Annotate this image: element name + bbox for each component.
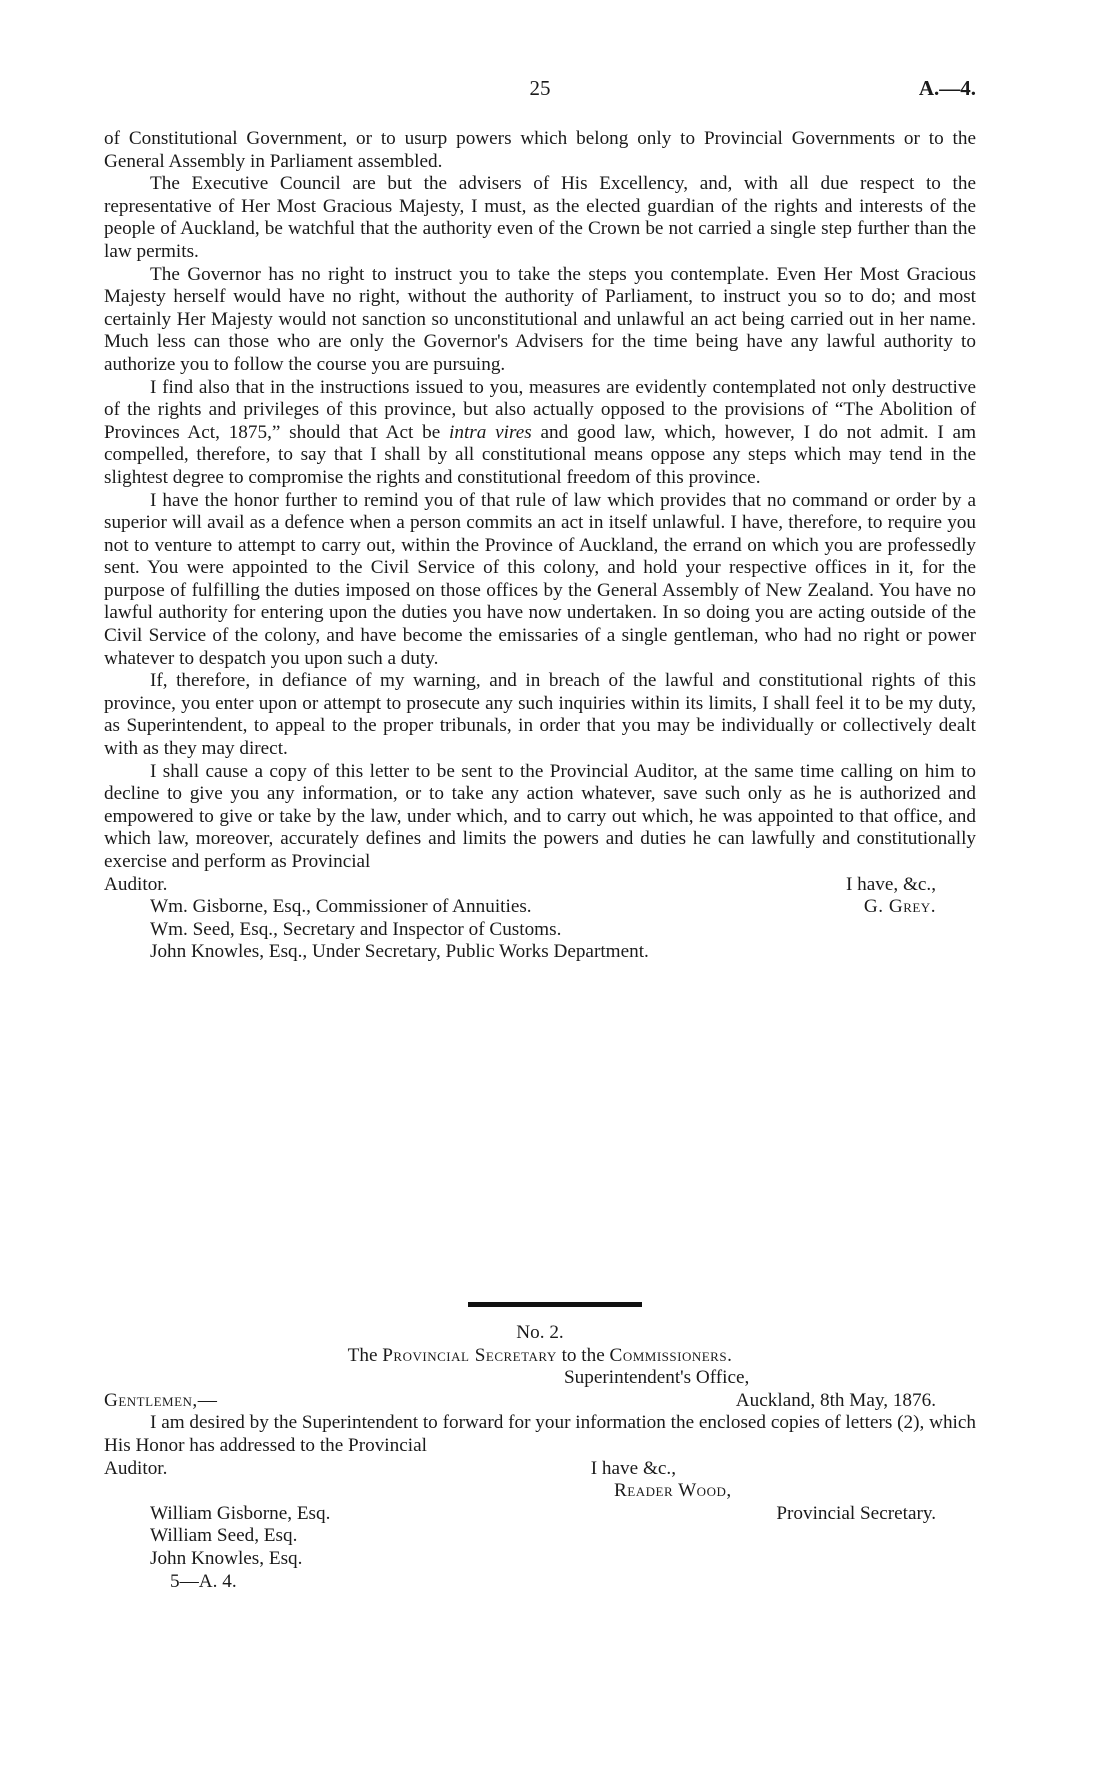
paragraph-4-text-a: I find also that in the instructions issued to you, measures are evidently contemplated not only destructive of the rights and privileges of this province, but also actually opposed to the provisions of “The Abolition of Provinces Act, 1875,” should that Act be xyxy=(104,376,976,443)
paragraph-2: The Executive Council are but the advisers of His Excellency, and, with all due respect to the representative of Her Most Gracious Majesty, I must, as the elected guardian of the rights and interests of the people of Auckland, be watchful that the authority even of the Crown be not carried a single step further than the law permits. xyxy=(104,173,976,262)
page-footer-ref: 5—A. 4. xyxy=(170,1570,237,1592)
title-from: Provincial Secretary xyxy=(382,1344,557,1366)
letter-1-closing-row xyxy=(104,874,976,897)
paragraph-5: I have the honor further to remind you of that rule of law which provides that no command or order by a superior will avail as a defence when a person commits an act in itself unlawful. I have, therefore, to require you not to venture to attempt to carry out, within the Province of Auckland, the errand on which you are professedly sent. You were appointed to the Civil Service of this colony, and hold your respective offices in it, for the purpose of fulfilling the duties imposed on those offices by the General Assembly of New Zealand. You have no lawful authority for entering upon the duties you have now undertaken. In so doing you are acting outside of the Civil Service of the colony, and have become the emissaries of a single gentleman, who had no right or power whatever to despatch you upon such a duty. xyxy=(104,489,976,669)
auditor-word: Auditor. xyxy=(104,873,168,895)
title-to: Commissioners. xyxy=(609,1344,733,1366)
page-header xyxy=(104,76,976,106)
addressee: Wm. Seed, Esq., Secretary and Inspector of Customs. xyxy=(150,918,562,940)
addressee: John Knowles, Esq., Under Secretary, Public Works Department. xyxy=(150,941,649,963)
letter-2-recipients xyxy=(150,1503,976,1593)
letter-1-signature: G. Grey. xyxy=(863,896,936,918)
letter-2-closing: I have &c., xyxy=(590,1457,676,1479)
letter-2 xyxy=(104,1322,976,1593)
letter-2-office: Superintendent's Office, xyxy=(564,1367,750,1389)
letter-2-signer-title: Provincial Secretary. xyxy=(776,1502,936,1524)
addressee: Wm. Gisborne, Esq., Commissioner of Annuities. xyxy=(150,896,532,918)
letter-2-signer: Reader Wood, xyxy=(614,1480,732,1502)
document-reference: A.—4. xyxy=(918,76,976,100)
title-the: The xyxy=(347,1344,378,1366)
paragraph-6: If, therefore, in defiance of my warning, and in breach of the lawful and constitutional rights of this province, you enter upon or attempt to prosecute any such inquiries within its limits, I shall feel it to be my duty, as Superintendent, to appeal to the proper tribunals, in order that you may be individually or collectively dealt with as they may direct. xyxy=(104,670,976,760)
letter-2-date: Auckland, 8th May, 1876. xyxy=(735,1389,936,1411)
paragraph-4 xyxy=(104,377,976,490)
letter-2-greeting: Gentlemen,— xyxy=(104,1389,218,1411)
letter-2-auditor-word: Auditor. xyxy=(104,1457,168,1479)
paragraph-1: of Constitutional Government, or to usurp powers which belong only to Provincial Governments or to the General Assembly in Parliament assembled. xyxy=(104,128,976,172)
paragraph-7: I shall cause a copy of this letter to be sent to the Provincial Auditor, at the same time calling on him to decline to give you any information, or to take any action whatever, save such only as he is authorized and empowered to give or take by the law, under which, and to carry out which, he was appointed to that office, and which law, moreover, accurately defines and limits the powers and duties he can lawfully and constitutionally exercise and perform as Provincial xyxy=(104,760,976,872)
letter-2-body: I am desired by the Superintendent to forward for your information the enclosed copies of letters (2), which His Honor has addressed to the Provincial xyxy=(104,1412,976,1456)
letter-1-body xyxy=(104,128,976,964)
letter-1-closing: I have, &c., xyxy=(845,873,936,895)
recipient: John Knowles, Esq. xyxy=(150,1547,303,1569)
letter-2-number: No. 2. xyxy=(516,1322,564,1343)
recipient-row xyxy=(150,1503,976,1526)
paragraph-4-italic: intra vires xyxy=(449,421,532,443)
letter-2-greeting-row xyxy=(104,1390,976,1413)
title-to-word: to the xyxy=(561,1344,605,1366)
section-divider xyxy=(468,1302,642,1307)
recipient: William Seed, Esq. xyxy=(150,1525,298,1547)
paragraph-4-text-b: and good law, which, however, I do not admit. I am compelled, therefore, to say that I shall by all constitutional means oppose any steps which may tend in the slightest degree to compromise the rights and constitutional freedom of this province. xyxy=(104,421,976,488)
recipient: William Gisborne, Esq. xyxy=(150,1502,331,1524)
letter-2-title xyxy=(104,1345,976,1368)
page-number: 25 xyxy=(529,76,551,100)
letter-2-closing-row xyxy=(104,1458,976,1481)
addressee-row xyxy=(150,896,976,919)
paragraph-3: The Governor has no right to instruct you to take the steps you contemplate. Even Her Most Gracious Majesty herself would have no right, without the authority of Parliament, to instruct you so to do; and most certainly Her Majesty would not sanction so unconstitutional and unlawful an act being carried out in her name. Much less can those who are only the Governor's Advisers for the time being have any lawful authority to authorize you to follow the course you are pursuing. xyxy=(104,263,976,375)
letter-1-addressees xyxy=(150,896,976,964)
